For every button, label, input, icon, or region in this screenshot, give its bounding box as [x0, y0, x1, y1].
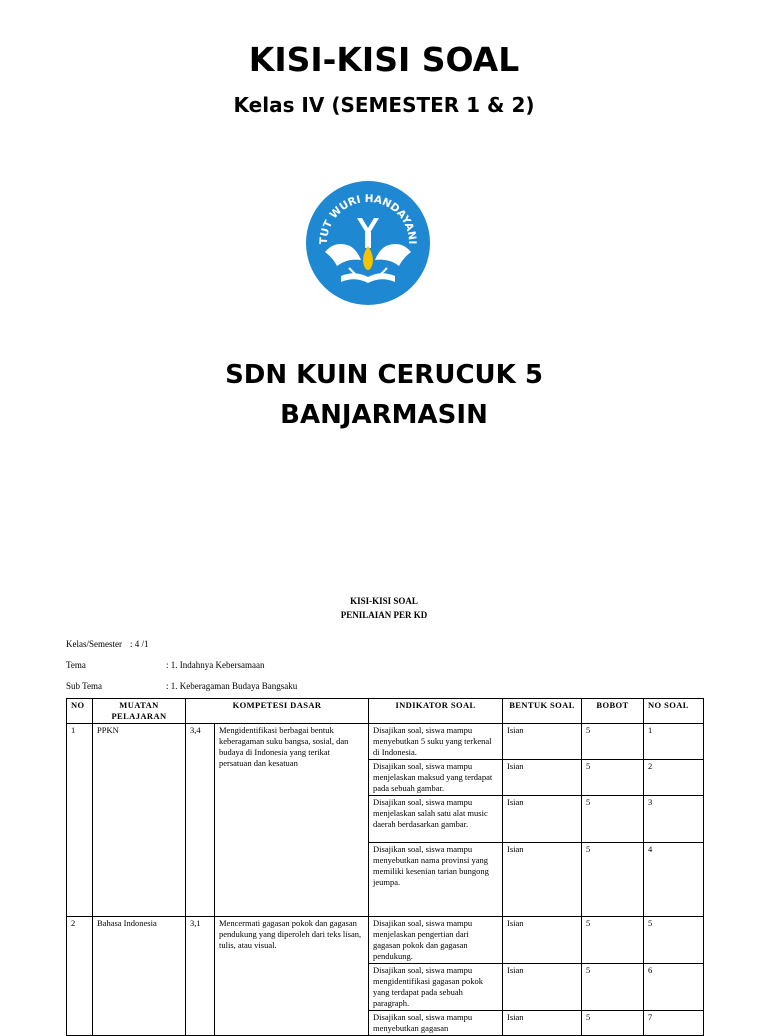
cell-kd-no: 3,1: [186, 917, 215, 1036]
kelas-value: : 4 /1: [130, 639, 149, 649]
kisi-table: [66, 698, 704, 1036]
header-kd: KOMPETESI DASAR: [186, 699, 369, 724]
cell-bobot: 5: [582, 796, 644, 843]
cell-bobot: 5: [582, 843, 644, 917]
doc-heading: KISI-KISI SOAL: [350, 596, 418, 606]
subtema-value: : 1. Keberagaman Budaya Bangsaku: [166, 681, 298, 691]
tema-value: : 1. Indahnya Kebersamaan: [166, 660, 265, 670]
logo-text: TUT WURI HANDAYANI: [317, 192, 419, 245]
cell-bobot: 5: [582, 917, 644, 964]
cell-nosoal: 2: [644, 760, 704, 796]
cell-nosoal: 7: [644, 1011, 704, 1036]
doc-subheading: PENILAIAN PER KD: [340, 610, 428, 620]
school-city: BANJARMASIN: [280, 400, 488, 430]
kelas-label: Kelas/Semester: [66, 639, 122, 649]
cell-bobot: 5: [582, 724, 644, 760]
subtema-label: Sub Tema: [66, 681, 102, 691]
header-no: NO: [67, 699, 93, 724]
cell-nosoal: 1: [644, 724, 704, 760]
cover-title: KISI-KISI SOAL: [248, 40, 520, 79]
cell-bentuk: Isian: [503, 724, 582, 760]
cell-indikator: Disajikan soal, siswa mampu menjelaskan salah satu alat music daerah berdasarkan gambar.: [369, 796, 503, 843]
header-indikator: INDIKATOR SOAL: [369, 699, 503, 724]
cell-indikator: Disajikan soal, siswa mampu menyebutkan nama provinsi yang memiliki kesenian tarian bungong jeumpa.: [369, 843, 503, 917]
cell-nosoal: 5: [644, 917, 704, 964]
cell-nosoal: 4: [644, 843, 704, 917]
cell-kd-no: 3,4: [186, 724, 215, 917]
cell-indikator: Disajikan soal, siswa mampu menyebutkan gagasan: [369, 1011, 503, 1036]
cell-no: 1: [67, 724, 93, 917]
header-nosoal: NO SOAL: [644, 699, 704, 724]
table-row: [67, 917, 704, 964]
tema-label: Tema: [66, 660, 86, 670]
header-bentuk: BENTUK SOAL: [503, 699, 582, 724]
cell-no: 2: [67, 917, 93, 1036]
cell-indikator: Disajikan soal, siswa mampu menyebutkan 5 suku yang terkenal di Indonesia.: [369, 724, 503, 760]
header-muatan: MUATAN PELAJARAN: [93, 699, 186, 724]
cell-bentuk: Isian: [503, 1011, 582, 1036]
cell-kd-text: Mengidentifikasi berbagai bentuk keberagaman suku bangsa, sosial, dan budaya di Indonesia yang terikat persatuan dan kesatuan: [215, 724, 369, 917]
cell-bentuk: Isian: [503, 760, 582, 796]
cell-bentuk: Isian: [503, 964, 582, 1011]
school-name: SDN KUIN CERUCUK 5: [225, 360, 543, 390]
cell-indikator: Disajikan soal, siswa mampu menjelaskan maksud yang terdapat pada sebuah gambar.: [369, 760, 503, 796]
cell-kd-text: Mencermati gagasan pokok dan gagasan pendukung yang diperoleh dari teks lisan, tulis, atau visual.: [215, 917, 369, 1036]
cell-muatan: Bahasa Indonesia: [93, 917, 186, 1036]
cell-nosoal: 6: [644, 964, 704, 1011]
cell-indikator: Disajikan soal, siswa mampu mengidentifikasi gagasan pokok yang terdapat pada sebuah paragraph.: [369, 964, 503, 1011]
cell-bentuk: Isian: [503, 917, 582, 964]
cell-bobot: 5: [582, 760, 644, 796]
tut-wuri-handayani-logo: [305, 180, 431, 306]
header-bobot: BOBOT: [582, 699, 644, 724]
cell-bobot: 5: [582, 964, 644, 1011]
cell-bobot: 5: [582, 1011, 644, 1036]
cover-subtitle: Kelas IV (SEMESTER 1 & 2): [233, 93, 535, 117]
cell-indikator: Disajikan soal, siswa mampu menjelaskan pengertian dari gagasan pokok dan gagasan pendukung.: [369, 917, 503, 964]
table-row: [67, 724, 704, 760]
cell-bentuk: Isian: [503, 796, 582, 843]
cell-muatan: PPKN: [93, 724, 186, 917]
table-header-row: [67, 699, 704, 724]
cell-nosoal: 3: [644, 796, 704, 843]
cell-bentuk: Isian: [503, 843, 582, 917]
